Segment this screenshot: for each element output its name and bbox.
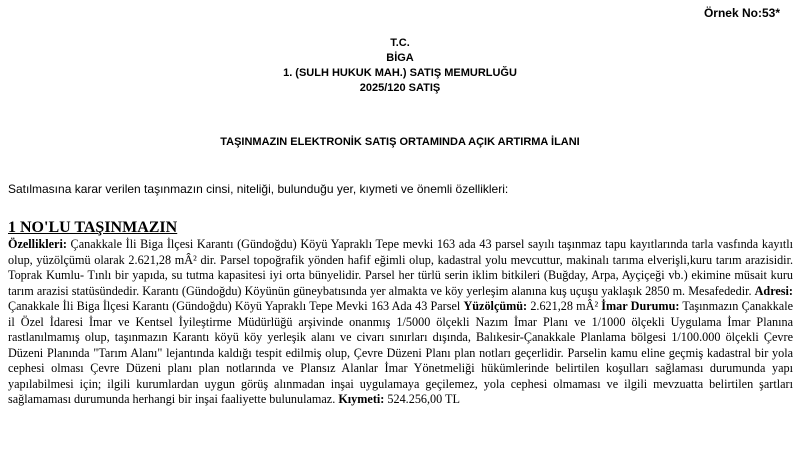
header-block bbox=[0, 36, 800, 96]
header-line-file-no: 2025/120 SATIŞ bbox=[359, 82, 441, 94]
features-text: Çanakkale İli Biga İlçesi Karantı (Gündoğdu) Köyü Yapraklı Tepe mevki 163 ada 43 parsel sayılı taşınmaz tapu kayıtlarında tarla vasfında kayıtlı olup, yüzölçümü olarak 2.621,28 mÂ² dir. Parsel topoğrafik yönden hafif eğimli olup, kadastral yolu mevcuttur, makinalı tarıma elverişli,kuru tarım arazisidir. Toprak Kumlu- Tınlı bir yapıda, su tutma kapasitesi iyi orta bünyelidir. Parsel her türlü serin iklim bitkileri (Buğday, Arpa, Ayçiçeği vb.) ekimine müsait kuru tarım arazisi statüsündedir. Karantı (Gündoğdu) Köyünün güneybatısında yer almakta ve köy yerleşim alanına kuş uçuşu yaklaşık 2850 m. Mesafededir. bbox=[8, 237, 793, 298]
intro-text: Satılmasına karar verilen taşınmazın cinsi, niteliği, bulunduğu yer, kıymeti ve önemli özellikleri: bbox=[8, 182, 509, 196]
notice-title: TAŞINMAZIN ELEKTRONİK SATIŞ ORTAMINDA AÇIK ARTIRMA İLANI bbox=[220, 136, 580, 148]
address-label: Adresi: bbox=[754, 283, 793, 298]
property-heading: 1 NO'LU TAŞINMAZIN bbox=[8, 219, 178, 236]
value-text: 524.256,00 TL bbox=[384, 392, 460, 406]
area-label: Yüzölçümü: bbox=[463, 299, 528, 313]
features-label: Özellikleri: bbox=[8, 237, 67, 251]
header-line-office: 1. (SULH HUKUK MAH.) SATIŞ MEMURLUĞU bbox=[283, 67, 517, 79]
header-line-tc: T.C. bbox=[390, 37, 410, 49]
zoning-text: Taşınmazın Çanakkale il Özel İdaresi İmar ve Kentsel İyileştirme Müdürlüğü arşivinde onanmış 1/5000 ölçekli Nazım İmar Planı ve 1/1000 ölçekli Uygulama İmar Planına rastlanılmamış olup, taşınmazın Karantı köyü köy yerleşik alanı ve civarı sınırları dışında, Balıkesir-Çanakkale Planlama bölgesi 1/100.000 ölçekli Çevre Düzeni Planında "Tarım Alanı" lejantında kaldığı tespit edilmiş olup, Çevre Düzeni Planı plan notları geçerlidir. Parselin kamu eline geçmiş kadastral bir yola cephesi olması Çevre Düzeni planı plan notlarında ve Plansız Alanlar İmar Yönetmeliği hükümlerinde belirtilen koşulları sağlaması durumunda yapı yapılabilmesi için; ilgili kurumlardan uygun görüş alınmadan inşai uygulamaya geçilemez, yola cephesi olmaması ve ilgili mevzuatta belirtilen şartları sağlamaması durumunda herhangi bir inşai faaliyette bulunulamaz. bbox=[8, 299, 793, 406]
value-label: Kıymeti: bbox=[338, 392, 385, 406]
zoning-label: İmar Durumu: bbox=[601, 299, 680, 313]
header-line-city: BİGA bbox=[386, 52, 414, 64]
sample-number: Örnek No:53* bbox=[703, 6, 780, 20]
property-description bbox=[8, 237, 793, 408]
area-text: 2.621,28 mÂ² bbox=[527, 299, 602, 313]
address-text: Çanakkale İli Biga İlçesi Karantı (Gündoğdu) Köyü Yapraklı Tepe Mevki 163 Ada 43 Parsel bbox=[8, 299, 464, 313]
